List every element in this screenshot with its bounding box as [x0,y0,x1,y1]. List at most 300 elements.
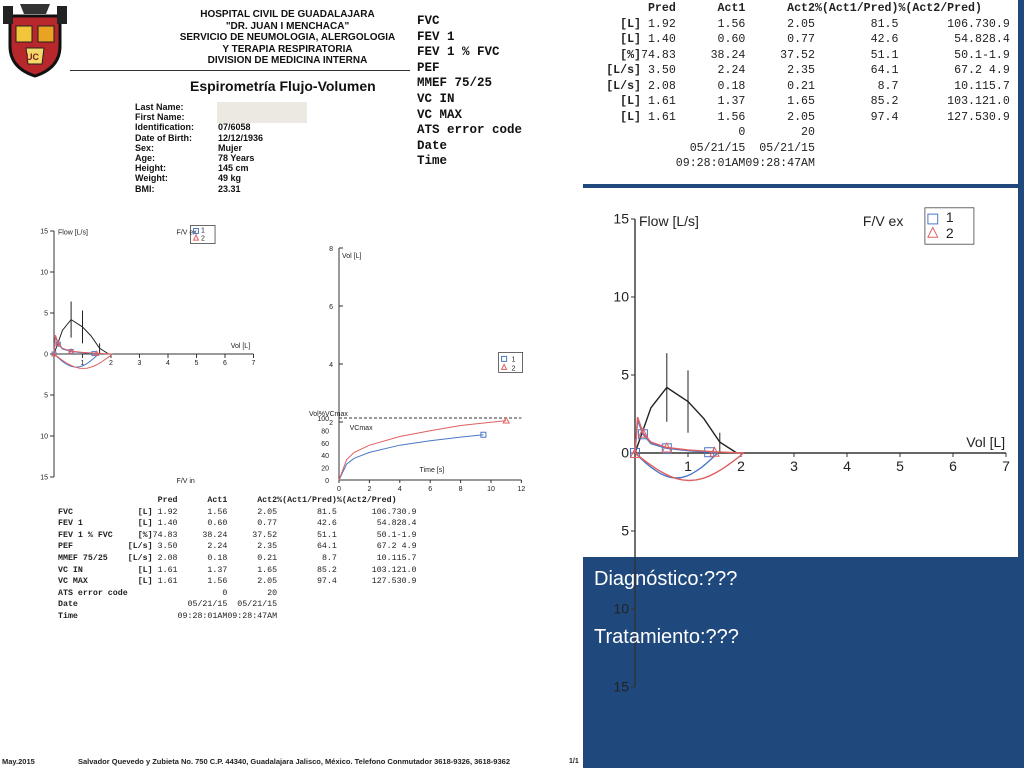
param-vc-max: VC MAX [417,107,463,122]
cell-p3: 30.9 [396,577,417,587]
pct-tick-label: 100 [317,416,329,423]
header-line-4: Y TERAPIA RESPIRATORIA [222,43,353,55]
x-axis-label: Vol [L] [230,343,251,350]
x-axis-label: Time [s] [419,467,445,474]
x-tick-label: 6 [949,458,957,474]
cell-act1: 0.18 [717,79,746,93]
cell-act2: 09:28:47AM [745,157,815,170]
cell-p3 [397,599,417,611]
zoom-col-pred: Pred [647,2,676,15]
cell-act1: 1.56 [207,577,228,587]
table-row [58,553,417,565]
cell-pred: 1.92 [157,507,178,517]
cell-act2: 05/21/15 [759,141,815,155]
cell-act1: 1.56 [207,507,228,517]
flow-volume-chart-small [30,215,270,490]
cell-p2: 10.1 [376,553,397,563]
cell-pred: 1.61 [157,565,178,575]
cell-pred [153,599,178,611]
series-1-line [339,435,483,480]
y-tick-label: 5 [44,392,48,400]
volume-time-chart-small [305,225,535,495]
cell-act2: 0.21 [787,79,815,93]
cell-unit [128,599,153,611]
table-row [599,17,1010,33]
table-row [599,156,1010,172]
cell-act2: 1.65 [257,565,278,575]
y-tick-label: 0 [44,351,48,359]
cell-p1: 97.4 [870,110,899,124]
value-sex: Mujer [218,142,243,153]
cell-act1: 1.37 [207,565,228,575]
results-table-zoomed [599,1,1010,172]
value-dob: 12/12/1936 [218,132,264,143]
param-fev1: FEV 1 [417,29,455,44]
patient-info-labels [135,102,194,194]
cell-act2: 37.52 [780,48,815,62]
cell-p1: 42.6 [316,519,337,529]
cell-act1: 09:28:01AM [675,157,746,170]
x-tick-label: 1 [684,458,692,474]
cell-p1: 64.1 [870,64,899,77]
x-tick-label: 1 [80,360,85,367]
cell-p3: 21.0 [396,565,417,575]
cell-pred [153,611,178,623]
col-act1: Act1 [207,496,228,505]
value-height: 145 cm [218,163,249,174]
label-last-name: Last Name: [135,102,184,112]
cell-act2: 2.05 [257,577,278,587]
table-row [599,32,1010,48]
cell-p2: 67.2 [376,542,397,552]
cell-p3: 21.0 [981,95,1010,108]
cell-act1: 1.37 [717,95,746,108]
cell-p3: 4.9 [401,542,417,552]
table-row [599,79,1010,95]
cell-p2: 50.1 [954,48,982,62]
pct-tick-label: 40 [321,453,329,461]
cell-act2: 2.05 [787,110,815,124]
cell-p3: -1.9 [396,530,417,540]
col-pred: Pred [157,496,178,505]
y-tick-label: 10 [40,269,48,277]
cell-p3: 15.7 [981,79,1010,93]
y-tick-label: 10 [613,288,629,305]
y-tick-label: 5 [44,310,48,318]
table-row [58,565,417,577]
y-tick-label: 10 [40,433,48,441]
cell-p2 [337,588,397,600]
cell-unit [599,156,641,172]
patient-info-values [218,102,263,194]
cell-pred: 2.08 [157,553,178,563]
cell-pred [641,141,676,157]
cell-act1: 0.18 [207,553,228,563]
cell-unit: [L] [620,95,641,108]
value-age: 78 Years [218,152,255,163]
cell-unit: [L] [620,110,641,124]
pct-tick-label: 0 [325,478,329,485]
cell-act1: 38.24 [710,48,746,62]
table-row [58,518,417,530]
x-tick-label: 4 [843,458,851,474]
cell-p1 [815,156,899,172]
cell-p2: 50.1 [376,530,397,540]
cell-p1 [277,599,337,611]
table-row [58,530,417,542]
table-row [599,48,1010,64]
cell-p2 [898,141,982,157]
cell-param: VC IN [58,565,83,575]
y-tick-label: 8 [329,246,333,253]
cell-unit: [L/s] [606,79,641,93]
cell-pred: 1.92 [647,17,676,31]
legend-marker-1 [502,356,507,361]
y-axis-label: Vol [L] [342,253,362,260]
y-tick-label: 10 [613,600,629,617]
cell-unit: [L] [620,17,641,31]
cell-act1: 2.24 [207,542,228,552]
param-time: Time [417,154,448,169]
legend-marker-2 [502,364,507,369]
cell-act2: 2.05 [787,17,815,31]
cell-act1: 05/21/15 [187,600,228,610]
cell-p2 [337,599,397,611]
header-line-2: "DR. JUAN I MENCHACA" [225,20,350,32]
cell-param: FEV 1 % FVC [58,530,113,540]
diagnosis-label: Diagnóstico:??? [594,568,738,590]
label-sex: Sex: [135,142,155,153]
cell-unit: [L] [137,565,153,575]
university-crest-logo [2,2,68,78]
pct-tick-label: 20 [321,465,329,473]
cell-p1: 85.2 [316,565,337,575]
hospital-header [160,9,415,67]
cell-unit [599,141,641,157]
cell-p1 [815,141,899,157]
cell-p2: 127.5 [947,110,982,124]
svg-text:UC: UC [26,52,39,62]
cell-unit: [L/s] [127,542,153,552]
cell-pred: 1.40 [157,519,178,529]
cell-p3 [982,125,1010,141]
parameter-list [417,14,522,170]
table-row [599,63,1010,79]
cell-p1: 81.5 [316,507,337,517]
zoom-col-act1: Act1 [717,2,746,15]
results-header-row [58,495,417,507]
cell-unit: [L] [137,577,153,587]
cell-p2: 54.8 [376,519,397,529]
value-last-name [218,102,263,112]
x-tick-label: 3 [137,360,142,367]
x-tick-label: 0 [337,486,341,493]
legend-marker-2 [928,227,938,237]
cell-act2: 20 [801,126,815,139]
cell-pred: 1.61 [157,577,178,587]
cell-p3 [397,611,417,623]
cell-unit [128,611,153,623]
value-identification: 07/6058 [218,122,251,133]
cell-unit: [L/s] [606,64,641,77]
cell-act1: 1.56 [717,17,746,31]
cell-param: FEV 1 [58,519,83,529]
cell-p1: 8.7 [877,79,899,93]
y-tick-label: 6 [329,304,333,311]
zoom-col-act2: Act2 [787,2,815,15]
col-pct-act2: %(Act2/Pred) [336,496,397,505]
x-tick-label: 6 [428,486,433,493]
cell-p2 [337,611,397,623]
cell-act1: 2.24 [717,64,746,77]
cell-p1: 8.7 [321,553,337,563]
x-tick-label: 7 [251,360,256,367]
cell-p2: 67.2 [954,64,982,77]
legend-label-1: 1 [201,227,205,235]
footer-date: May.2015 [2,757,35,766]
cell-act1: 38.24 [202,530,228,540]
cell-pred [153,588,178,600]
cell-p3: 28.4 [396,519,417,529]
cell-p2: 103.1 [947,95,982,108]
cell-act2: 05/21/15 [237,600,278,610]
cell-pred: 1.61 [647,95,676,108]
cell-p2: 54.8 [954,33,982,46]
cell-pred: 3.50 [157,542,178,552]
table-row [599,141,1010,157]
table-row [599,94,1010,110]
label-age: Age: [135,153,155,164]
legend-label-2: 2 [945,224,954,241]
cell-unit: [L] [137,507,153,517]
y-axis-label: Flow [L/s] [58,229,88,237]
x-tick-label: 2 [737,458,745,474]
cell-unit: [L] [620,33,641,46]
cell-act1: 0 [738,126,746,139]
legend-title: F/V ex [862,213,904,229]
legend-label-1: 1 [511,356,516,364]
cell-unit: [L] [137,519,153,529]
cell-pred: 74.83 [641,48,676,62]
value-bmi: 23.31 [218,183,241,194]
header-line-5: DIVISION DE MEDICINA INTERNA [207,55,368,66]
cell-p2: 106.7 [371,507,397,517]
cell-p3: 15.7 [396,553,417,563]
cell-param: FVC [58,507,73,517]
param-mmef: MMEF 75/25 [417,76,493,91]
param-ats: ATS error code [417,123,523,138]
cell-act2: 0.77 [257,519,278,529]
x-axis-label: Vol [L] [966,434,1006,450]
legend-label-2: 2 [201,235,205,243]
legend-title: F/V ex [176,229,197,237]
header-line-3: SERVICIO DE NEUMOLOGIA, ALERGOLOGIA [179,32,396,43]
legend-label-1: 1 [945,208,954,225]
treatment-label: Tratamiento:??? [594,626,739,648]
table-row [58,611,417,623]
cell-p1: 51.1 [316,530,337,540]
label-height: Height: [135,163,166,174]
results-table-small [58,495,417,623]
cell-act2: 20 [267,588,278,598]
cell-p1: 42.6 [870,33,899,46]
value-first-name [218,112,263,122]
cell-unit: [L/s] [127,553,153,563]
cell-unit [128,588,153,600]
cell-pred: 2.08 [647,79,676,93]
cell-p3 [982,156,1010,172]
table-row [58,541,417,553]
x-tick-label: 12 [517,486,526,493]
cell-p3: 30.9 [981,17,1010,31]
cell-act2: 0.21 [257,553,278,563]
col-act2: Act2 [257,496,278,505]
y-tick-label: 4 [329,362,333,369]
cell-act1: 05/21/15 [689,141,746,155]
label-dob: Date of Birth: [135,132,192,143]
cell-act1: 0.60 [717,33,746,46]
cell-p3: -1.9 [981,48,1010,62]
cell-param: VC MAX [58,577,88,587]
zoom-col-pct-act1: %(Act1/Pred) [814,2,899,15]
cell-p1 [277,611,337,623]
col-pct-act1: %(Act1/Pred) [277,496,337,505]
cell-p2: 106.7 [947,17,982,31]
cell-pred: 74.83 [152,530,178,540]
param-fvc: FVC [417,14,440,28]
cell-p1: 64.1 [316,542,337,552]
results-header-row-zoomed [599,1,1010,17]
x-tick-label: 4 [397,486,402,493]
cell-act2: 0.77 [787,33,815,46]
zoomed-table-box [583,0,1018,184]
legend-label-2: 2 [511,365,516,373]
cell-act2: 2.35 [257,542,278,552]
param-vc-in: VC IN [417,91,455,106]
cell-p1 [277,588,337,600]
cell-act1: 1.56 [717,110,746,124]
table-row [58,588,417,600]
y-tick-label: 15 [40,228,48,236]
cell-p2: 103.1 [371,565,397,575]
y-tick-label: 15 [40,474,48,482]
footer-address: Salvador Quevedo y Zubieta No. 750 C.P. 44340, Guadalajara Jalisco, México. Telefono Conmutador 3618-9326, 3618-9362 [78,757,510,766]
label-first-name: First Name: [135,112,185,123]
x-tick-label: 3 [790,458,798,474]
cell-act2: 37.52 [252,530,278,540]
table-row [58,507,417,519]
legend-marker-1 [928,214,938,224]
cell-param: Time [58,611,78,621]
cell-p1: 51.1 [870,48,899,62]
x-tick-label: 5 [194,360,199,367]
cell-p2 [898,156,982,172]
x-tick-label: 8 [458,486,463,493]
cell-pred: 3.50 [647,64,676,77]
pct-axis-label: Vol%VCmax [309,411,348,418]
cell-p3 [397,588,417,600]
cell-act2: 2.05 [257,507,278,517]
x-tick-label: 6 [223,360,227,367]
cell-p2: 10.1 [954,79,982,93]
cell-p3: 30.9 [981,110,1010,124]
cell-p2: 127.5 [371,577,397,587]
cell-param: PEF [58,542,73,552]
cell-p1: 97.4 [316,577,337,587]
header-line-1: HOSPITAL CIVIL DE GUADALAJARA [200,9,375,20]
y-tick-label: 5 [621,522,629,539]
y-tick-label: 15 [613,678,629,695]
table-row [599,125,1010,141]
label-identification: Identification: [135,122,194,133]
cell-act2: 1.65 [787,95,815,108]
pct-tick-label: 60 [321,440,329,448]
x-tick-label: 5 [896,458,904,474]
y-tick-label: 5 [621,366,629,383]
cell-p1: 85.2 [870,95,899,108]
cell-unit: [%] [620,48,641,62]
cell-pred: 1.40 [647,33,676,46]
cell-act2: 09:28:47AM [227,611,278,621]
x-tick-label: 2 [109,360,113,367]
vcmax-label: VCmax [349,425,373,432]
cell-p1 [815,125,899,141]
cell-param: ATS error code [58,588,128,598]
cell-unit: [%] [137,530,153,540]
cell-act1: 0 [222,588,228,598]
cell-p2 [898,125,982,141]
cell-act1: 09:28:01AM [177,611,228,621]
pct-tick-label: 80 [321,428,329,436]
param-pef: PEF [417,60,440,75]
cell-p3: 30.9 [396,507,417,517]
cell-p3: 28.4 [981,33,1010,46]
cell-p3: 4.9 [988,64,1010,77]
footer-page: 1/1 [569,758,579,765]
cell-pred: 1.61 [647,110,676,124]
zoom-col-pct-act2: %(Act2/Pred) [898,2,982,15]
label-bmi: BMI: [135,183,155,194]
bottom-label: F/V in [176,478,195,485]
param-fev1-fvc: FEV 1 % FVC [417,45,500,60]
label-weight: Weight: [135,173,168,184]
cell-act2: 2.35 [787,64,815,77]
x-tick-label: 2 [367,486,372,493]
table-row [58,599,417,611]
cell-p1: 81.5 [870,17,899,31]
x-tick-label: 10 [487,486,495,493]
cell-unit [599,125,641,141]
y-axis-label: Flow [L/s] [639,213,699,229]
param-date: Date [417,138,448,153]
x-tick-label: 7 [1002,458,1010,474]
cell-param: MMEF 75/25 [58,553,108,563]
cell-param: Date [58,600,78,610]
cell-act1: 0.60 [207,519,228,529]
header-rule [70,70,410,71]
report-title: Espirometría Flujo-Volumen [190,78,376,94]
cell-pred [641,125,676,141]
table-row [58,576,417,588]
x-tick-label: 4 [166,360,170,367]
value-weight: 49 kg [218,173,242,184]
table-row [599,110,1010,126]
cell-p3 [982,141,1010,157]
y-tick-label: 2 [329,420,333,427]
y-tick-label: 15 [613,210,629,227]
cell-pred [641,156,676,172]
y-tick-label: 0 [621,444,629,461]
